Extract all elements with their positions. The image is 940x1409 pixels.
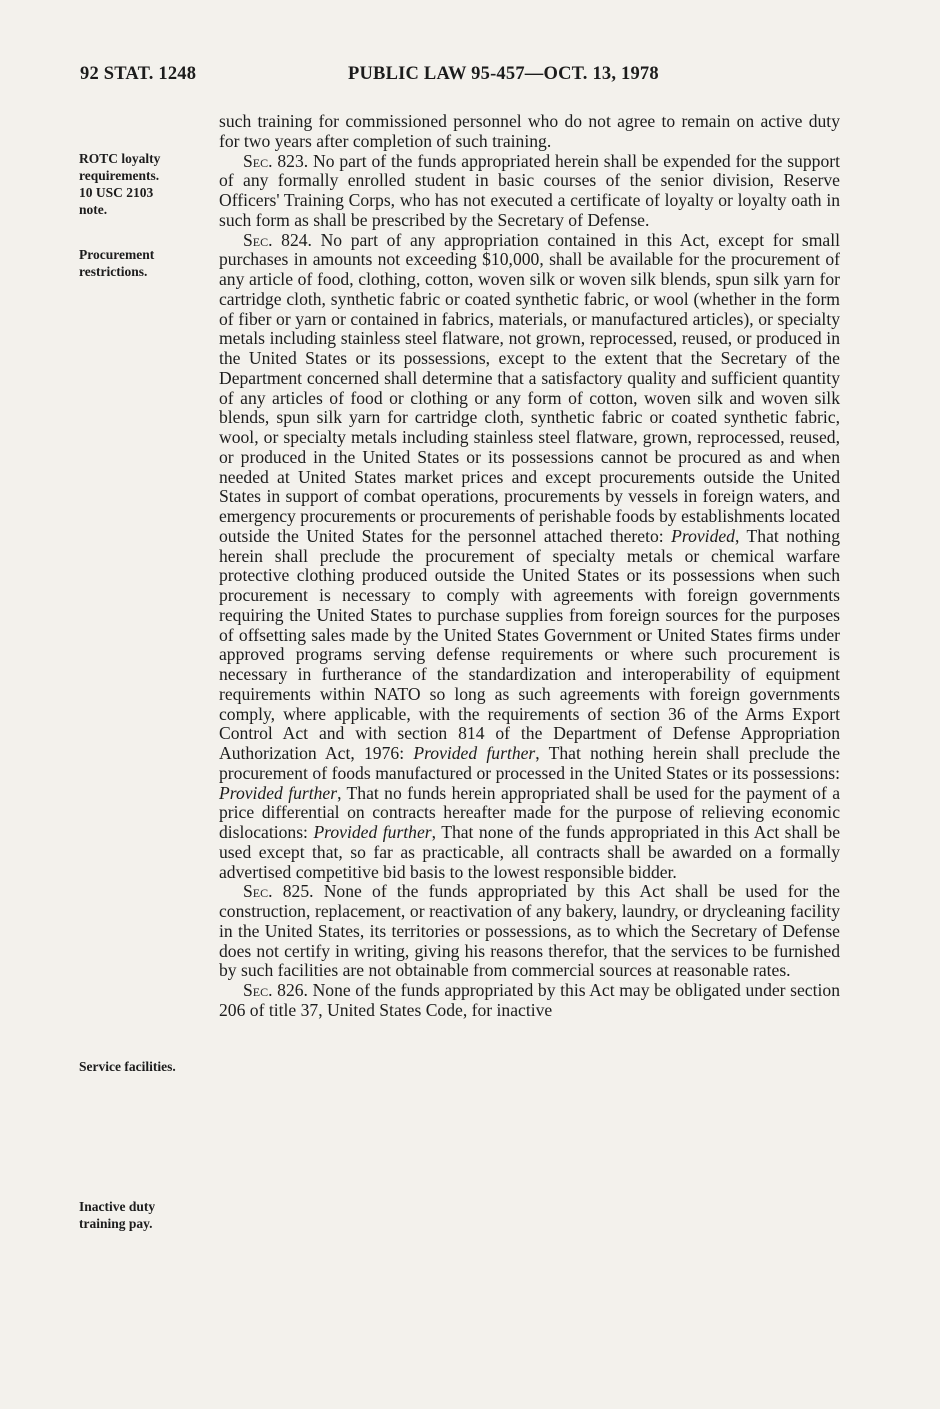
section-826: Sec. 826. None of the funds appropriated by this Act may be obligated under section 206 of title 37, United States Code, for inactive [219,980,840,1020]
section-824: Sec. 824. No part of any appropriation contained in this Act, except for small purchases in amounts not exceeding $10,000, shall be available for the procurement of any article of food, clothing, cotton, woven silk or woven silk blends, spun silk yarn for cartridge cloth, synthetic fabric or coated synthetic fabric, or wool (whether in the form of fiber or yarn or contained in fabrics, materials, or manufactured articles), or specialty metals including stainless steel flatware, not grown, reprocessed, reused, or produced in the United States or its possessions, except to the extent that the Secretary of the Department concerned shall determine that a satisfactory quality and sufficient quantity of any articles of food or clothing or any form of cotton, woven silk and woven silk blends, spun silk yarn for cartridge cloth, synthetic fabric or coated synthetic fabric, wool, or specialty metals including stainless steel flatware, grown, reprocessed, reused, or produced in the United States or its possessions cannot be procured as and when needed at United States market prices and except procurements outside the United States in support of combat operations, procurements by vessels in foreign waters, and emergency procurements or procurements of perishable foods by establishments located outside the United States for the personnel attached thereto: Provided, That nothing herein shall preclude the procurement of specialty metals or chemical warfare protective clothing produced outside the United States or its possessions when such procurement is necessary to comply with agreements with foreign governments requiring the United States to purchase supplies from foreign sources for the purposes of offsetting sales made by the United States Government or United States firms under approved programs serving defense requirements or where such procurement is necessary in furtherance of the standardization and interoperability of equipment requirements within NATO so long as such agreements with foreign governments comply, where applicable, with the requirements of section 36 of the Arms Export Control Act and with section 814 of the Department of Defense Appropriation Authorization Act, 1976: Provided further, That nothing herein shall preclude the procurement of foods manufactured or processed in the United States or its possessions: Provided further, That no funds herein appropriated shall be used for the payment of a price differential on contracts hereafter made for the purpose of relieving economic dislocations: Provided further, That none of the funds appropriated in this Act shall be used except that, so far as practicable, all contracts shall be awarded on a formally advertised competitive bid basis to the lowest responsible bidder. [219,229,841,882]
margin-note-line: Procurement [79,247,155,262]
margin-note-line: requirements. [79,168,160,183]
margin-note-procurement [79,246,204,280]
margin-note-line: ROTC loyalty [79,151,161,166]
law-title: PUBLIC LAW 95-457—OCT. 13, 1978 [348,64,659,84]
margin-note-inactive [79,1198,204,1232]
section-823: Sec. 823. No part of the funds appropriated herein shall be expended for the support of any formally enrolled student in basic courses of the senior division, Reserve Officers' Training Corps, who has not executed a certificate of loyalty or loyalty oath in such form as shall be prescribed by the Secretary of Defense. [219,150,840,230]
margin-note-rotc [79,150,204,218]
margin-note-line: Service facilities. [79,1059,176,1074]
margin-note-service [79,1058,204,1075]
margin-note-line: restrictions. [79,264,148,279]
paragraph-continuation: such training for commissioned personnel who do not agree to remain on active duty for two years after completion of such training. [219,111,840,151]
statute-body [219,112,840,1021]
margin-note-line: training pay. [79,1216,153,1231]
section-825: Sec. 825. None of the funds appropriated by this Act shall be used for the construction, replacement, or reactivation of any bakery, laundry, or drycleaning facility in the United States, its territories or possessions, as to which the Secretary of Defense does not certify in writing, giving his reasons therefor, that the services to be furnished by such facilities are not obtainable from commercial sources at reasonable rates. [219,881,840,981]
stat-citation: 92 STAT. 1248 [80,64,197,84]
bleed-through-shadow [90,120,200,150]
margin-note-line: Inactive duty [79,1199,156,1214]
page-header [80,64,860,88]
margin-note-line: 10 USC 2103 [79,185,154,200]
margin-note-line: note. [79,202,108,217]
